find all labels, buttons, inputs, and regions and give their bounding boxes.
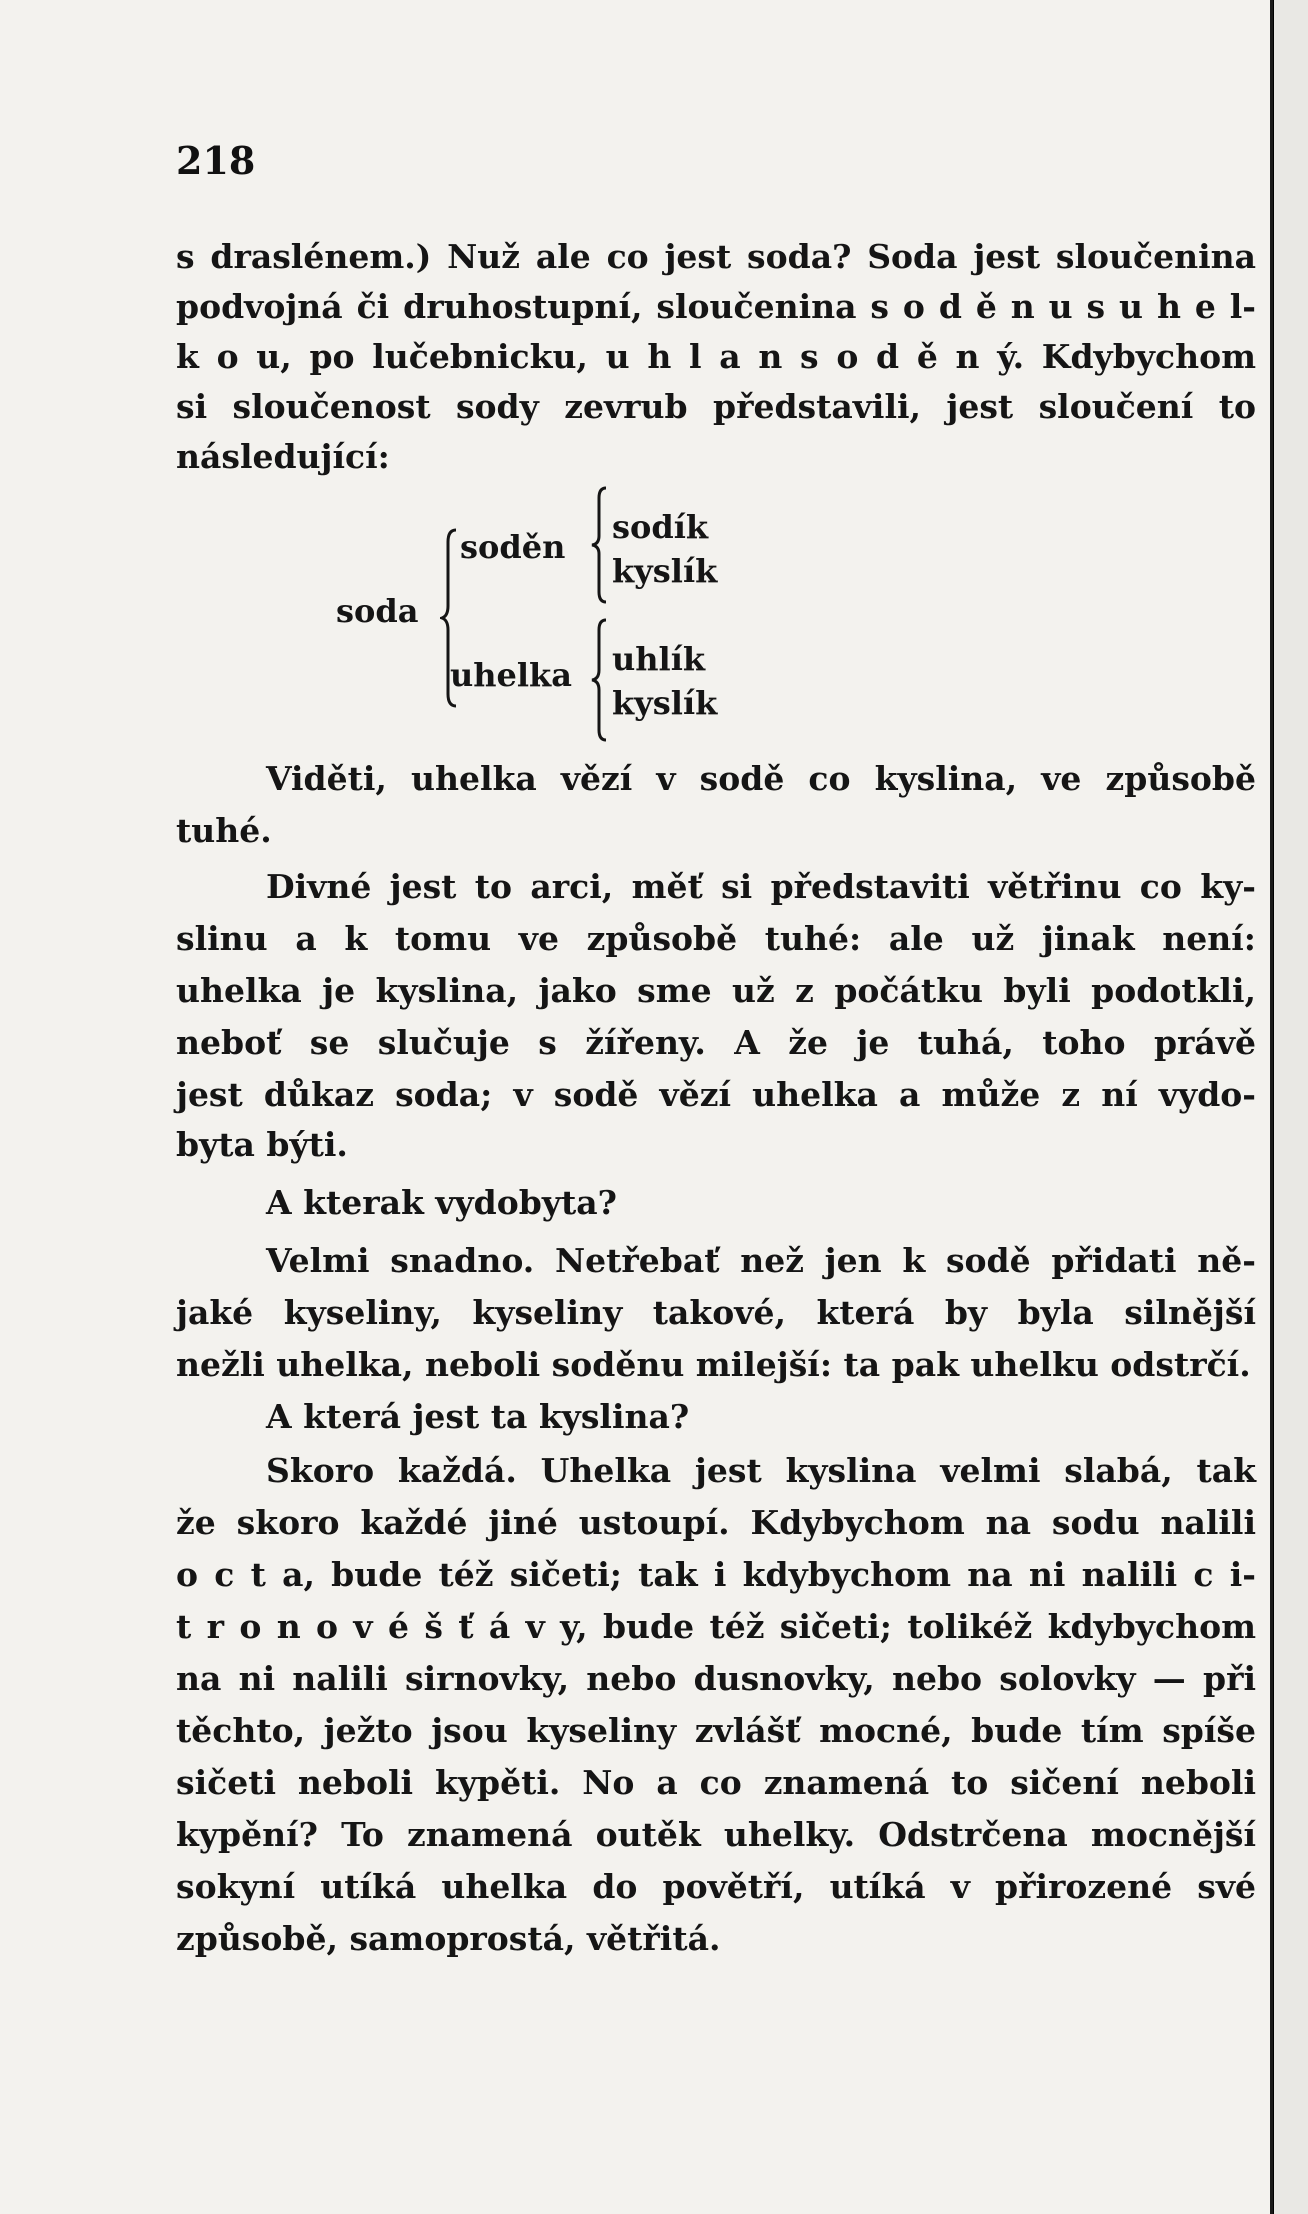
text-line: způsobě, samoprostá, větřitá. — [176, 1919, 721, 1958]
text-line: A která jest ta kyslina? — [266, 1397, 690, 1436]
text-line: byta býti. — [176, 1125, 348, 1164]
text-line: následující: — [176, 437, 390, 476]
scheme-part-label: sodík — [612, 508, 709, 546]
scheme-part-label: kyslík — [612, 552, 718, 590]
adjacent-page-edge — [1274, 0, 1308, 2214]
text-line: t r o n o v é š ť á v y, bude též sičeti; tolikéž kdybychom — [176, 1607, 1256, 1646]
page-number: 218 — [176, 138, 256, 183]
text-line: těchto, ježto jsou kyseliny zvlášť mocné, bude tím spíše — [176, 1711, 1256, 1750]
text-line: sokyní utíká uhelka do povětří, utíká v přirozené své — [176, 1867, 1256, 1906]
text-line: nežli uhelka, neboli soděnu milejší: ta pak uhelku odstrčí. — [176, 1345, 1251, 1384]
text-line: Viděti, uhelka vězí v sodě co kyslina, ve způsobě — [266, 759, 1256, 798]
brace-icon — [590, 618, 610, 742]
scheme-branch-label: uhelka — [450, 656, 572, 694]
text-line: slinu a k tomu ve způsobě tuhé: ale už jinak není: — [176, 919, 1256, 958]
text-line: si sloučenost sody zevrub představili, jest sloučení to — [176, 387, 1256, 426]
text-line: jaké kyseliny, kyseliny takové, která by byla silnější — [176, 1293, 1256, 1332]
text-line: Skoro každá. Uhelka jest kyslina velmi slabá, tak — [266, 1451, 1256, 1490]
text-line: A kterak vydobyta? — [266, 1183, 617, 1222]
scheme-part-label: uhlík — [612, 640, 706, 678]
text-line: na ni nalili sirnovky, nebo dusnovky, nebo solovky — při — [176, 1659, 1256, 1698]
text-line: tuhé. — [176, 811, 272, 850]
text-line: o c t a, bude též sičeti; tak i kdybychom na ni nalili c i- — [176, 1555, 1256, 1594]
brace-icon — [590, 486, 610, 604]
scheme-root-label: soda — [336, 592, 419, 630]
scheme-branch-label: soděn — [460, 528, 566, 566]
text-line: kypění? To znamená outěk uhelky. Odstrčena mocnější — [176, 1815, 1256, 1854]
text-line: jest důkaz soda; v sodě vězí uhelka a může z ní vydo- — [176, 1075, 1256, 1114]
text-line: s draslénem.) Nuž ale co jest soda? Soda jest sloučenina — [176, 237, 1256, 276]
text-line: podvojná či druhostupní, sloučenina s o d ě n u s u h e l- — [176, 287, 1256, 326]
text-line: Divné jest to arci, měť si představiti větřinu co ky- — [266, 867, 1256, 906]
text-line: k o u, po lučebnicku, u h l a n s o d ě n ý. Kdybychom — [176, 337, 1256, 376]
text-line: sičeti neboli kypěti. No a co znamená to sičení neboli — [176, 1763, 1256, 1802]
text-line: uhelka je kyslina, jako sme už z počátku byli podotkli, — [176, 971, 1256, 1010]
scheme-part-label: kyslík — [612, 684, 718, 722]
text-line: neboť se slučuje s žířeny. A že je tuhá, toho právě — [176, 1023, 1256, 1062]
text-line: Velmi snadno. Netřebať než jen k sodě přidati ně- — [266, 1241, 1256, 1280]
text-line: že skoro každé jiné ustoupí. Kdybychom na sodu nalili — [176, 1503, 1256, 1542]
